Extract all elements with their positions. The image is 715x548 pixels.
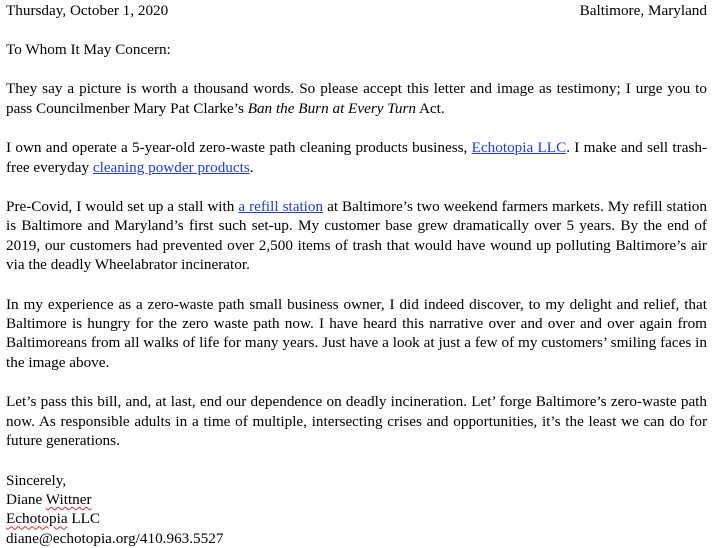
closing: Sincerely, [6,471,707,490]
letter-header [6,1,707,21]
signer-name [6,490,707,509]
signer-company [6,509,707,528]
letter-location: Baltimore, Maryland [580,1,707,21]
company-suffix: LLC [68,510,100,527]
paragraph-3-text-1: Pre-Covid, I would set up a stall with [6,198,238,215]
refill-station-link[interactable]: a refill station [238,198,323,215]
paragraph-2 [6,138,707,177]
paragraph-3 [6,197,707,275]
company-name: Echotopia [6,510,68,527]
paragraph-1-text-after: Act. [416,100,445,117]
cleaning-powder-products-link[interactable]: cleaning powder products [93,159,250,176]
paragraph-3-text-2: at Baltimore’s two weekend farmers markets. My refill station is Baltimore and Maryland’s first such set-up. My customer base grew dramatically over 5 years. By the end of 2019, our customers had prevented over 2,500 items of trash that would have wound up polluting Baltimore’s air via the deadly Wheelabrator incinerator. [6,198,707,273]
paragraph-4: In my experience as a zero-waste path small business owner, I did indeed discover, to my delight and relief, that Baltimore is hungry for the zero waste path now. I have heard this narrative over and over and over again from Baltimoreans from all walks of life for many years. Just have a look at just a few of my customers’ smiling faces in the image above. [6,295,707,373]
paragraph-1-text-before: They say a picture is worth a thousand words. So please accept this letter and image as testimony; I urge you to pass Councilmenber Mary Pat Clarke’s [6,80,707,116]
salutation: To Whom It May Concern: [6,40,707,59]
letter-document [6,1,707,548]
paragraph-2-text-2: . I make and sell trash-free everyday [6,139,707,175]
act-title: Ban the Burn at Every Turn [248,100,416,117]
letter-date: Thursday, October 1, 2020 [6,1,168,21]
paragraph-2-text-1: I own and operate a 5-year-old zero-waste path cleaning products business, [6,139,472,156]
signer-contact: diane@echotopia.org/410.963.5527 [6,529,707,548]
signer-last-name: Wittner [46,491,92,508]
paragraph-5: Let’s pass this bill, and, at last, end our dependence on deadly incineration. Let’ forge Baltimore’s zero-waste path now. As responsible adults in a time of multiple, intersecting crises and opportunities, it’s the least we can do for future generations. [6,392,707,450]
signer-first-name: Diane [6,491,42,508]
paragraph-1 [6,79,707,118]
paragraph-2-text-3: . [250,159,254,176]
echotopia-link[interactable]: Echotopia LLC [472,139,567,156]
signature-block [6,471,707,548]
